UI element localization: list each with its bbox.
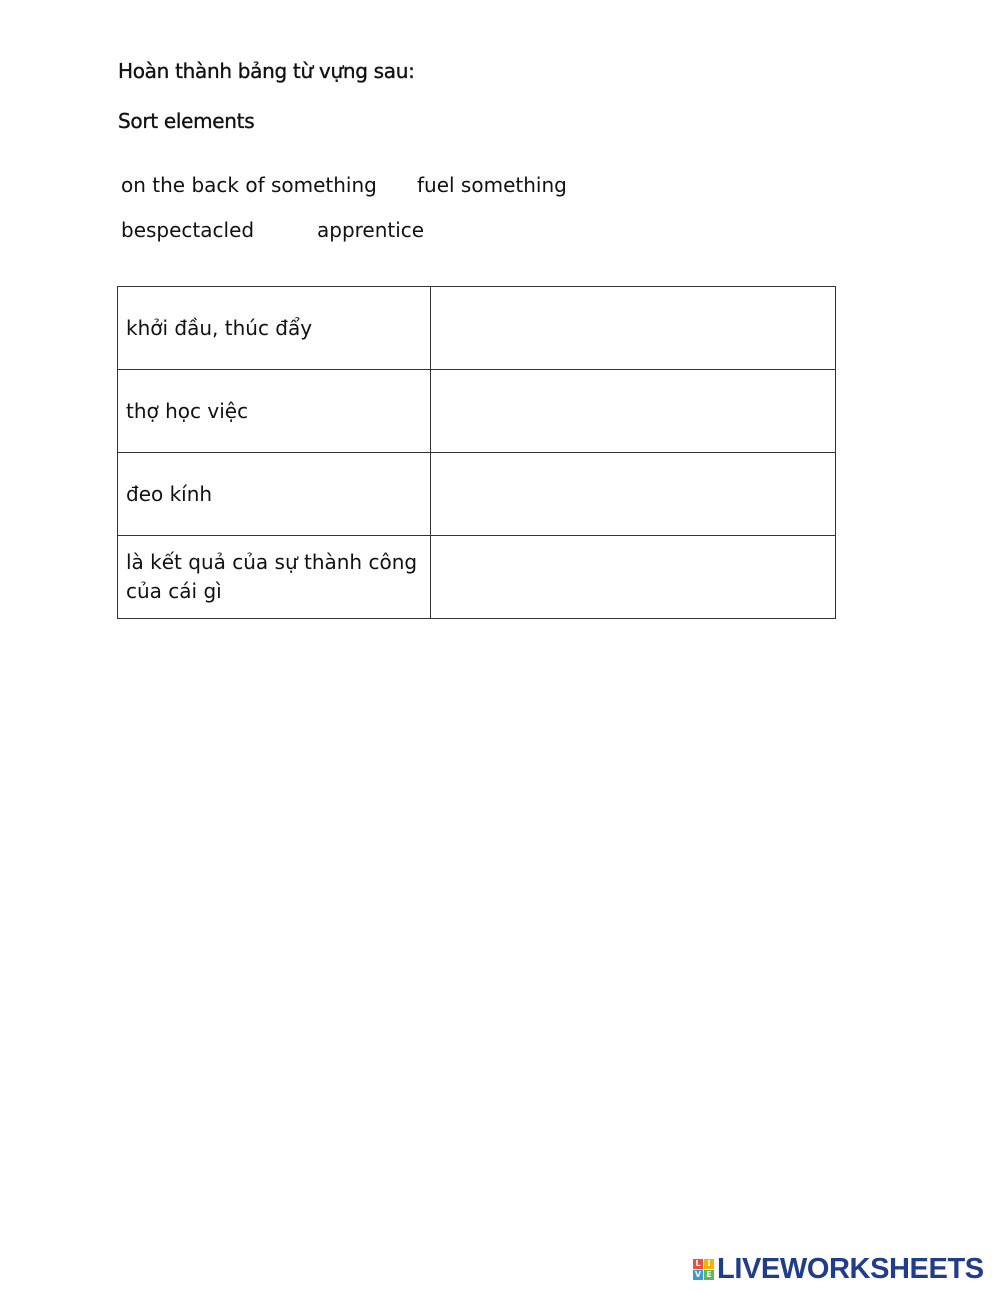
answer-drop-zone[interactable] xyxy=(431,453,836,536)
logo-tile: V xyxy=(694,1269,702,1279)
word-tile[interactable]: bespectacled xyxy=(121,218,255,242)
word-tile[interactable]: on the back of something xyxy=(121,173,377,197)
meaning-cell: là kết quả của sự thành công của cái gì xyxy=(118,536,431,619)
answer-drop-zone[interactable] xyxy=(431,536,836,619)
instruction-heading: Hoàn thành bảng từ vựng sau: xyxy=(118,59,415,83)
liveworksheets-logo-icon xyxy=(693,1259,714,1280)
meaning-cell: khởi đầu, thúc đẩy xyxy=(118,287,431,370)
vocabulary-table xyxy=(117,286,836,619)
logo-tile: I xyxy=(704,1259,714,1269)
table-row xyxy=(118,370,836,453)
answer-drop-zone[interactable] xyxy=(431,370,836,453)
task-title: Sort elements xyxy=(118,109,255,133)
table-row xyxy=(118,453,836,536)
meaning-cell: đeo kính xyxy=(118,453,431,536)
logo-tile: E xyxy=(704,1270,714,1280)
answer-drop-zone[interactable] xyxy=(431,287,836,370)
logo-text: LIVEWORKSHEETS xyxy=(717,1253,984,1285)
liveworksheets-logo xyxy=(693,1253,984,1285)
word-tile[interactable]: apprentice xyxy=(317,218,425,242)
table-row xyxy=(118,536,836,619)
word-tile[interactable]: fuel something xyxy=(417,173,567,197)
meaning-cell: thợ học việc xyxy=(118,370,431,453)
logo-tile: L xyxy=(693,1259,703,1269)
table-row xyxy=(118,287,836,370)
